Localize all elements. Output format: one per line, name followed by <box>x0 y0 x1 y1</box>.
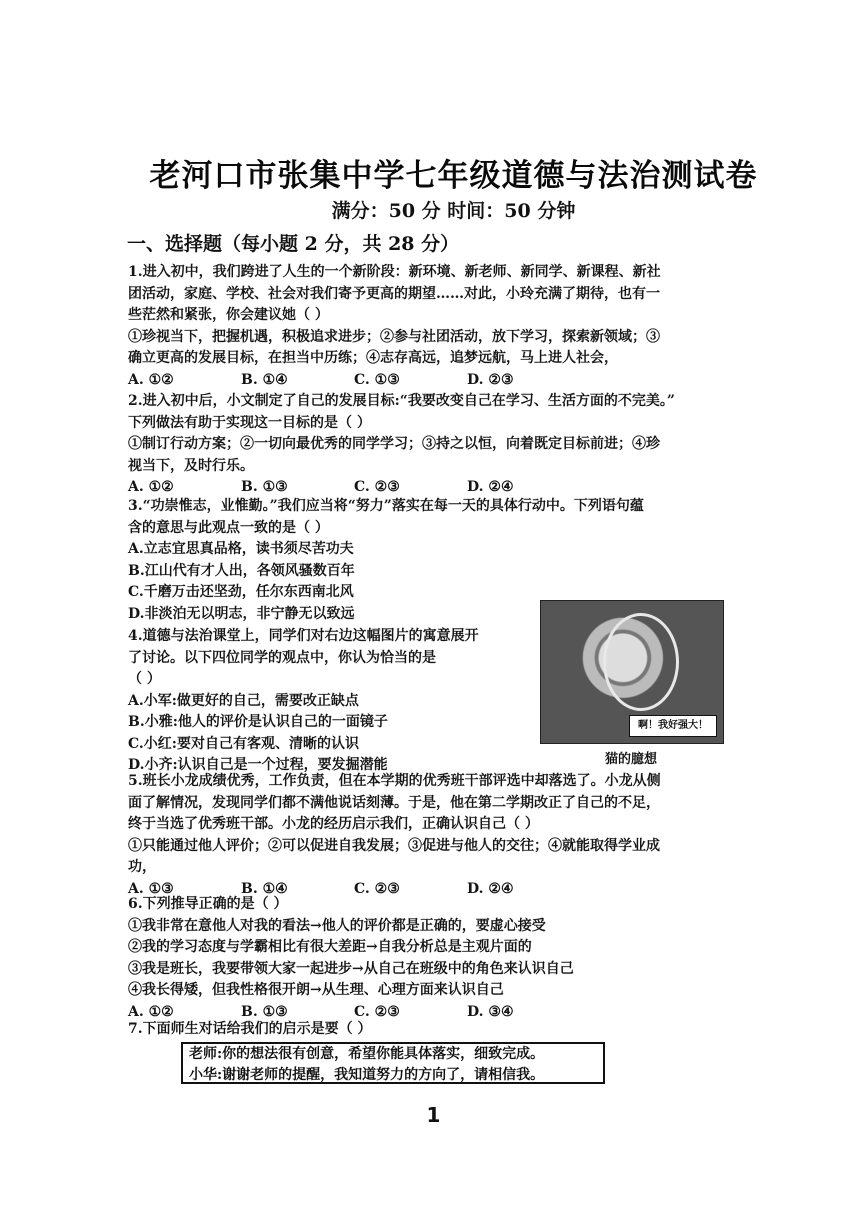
question-line: 3.“功崇惟志，业惟勤。”我们应当将“努力”落实在每一天的具体行动中。下列语句蕴 <box>128 498 644 514</box>
option-a: A. ①② <box>128 371 174 388</box>
question-line: 5.班长小龙成绩优秀，工作负责，但在本学期的优秀班干部评选中却落选了。小龙从侧 <box>128 773 661 789</box>
option-d: D. ②④ <box>467 479 514 495</box>
teacher-line: 老师:你的想法很有创意，希望你能具体落实，细致完成。 <box>189 1046 545 1062</box>
question-line: 4.道德与法治课堂上，同学们对右边这幅图片的寓意展开 <box>128 628 479 644</box>
option-b: B. ①④ <box>241 371 288 388</box>
section-heading: 一、选择题（每小题 2 分，共 28 分） <box>127 233 460 255</box>
question-6 <box>128 894 742 1023</box>
option-c: C.千磨万击还坚劲，任尔东西南北风 <box>128 584 354 600</box>
question-line: ①我非常在意他人对我的看法→他人的评价都是正确的，要虚心接受 <box>128 917 546 934</box>
question-line: ①珍视当下，把握机遇，积极追求进步；②参与社团活动，放下学习，探索新领域；③ <box>128 328 660 345</box>
question-line: ②我的学习态度与学霸相比有很大差距→自我分析总是主观片面的 <box>128 939 532 955</box>
question-line: 确立更高的发展目标，在担当中历练；④志存高远，追梦远航，马上进人社会， <box>128 350 618 366</box>
question-line: 视当下，及时行乐。 <box>128 457 254 474</box>
question-line: 团活动，家庭、学校、社会对我们寄予更高的期望……对此，小玲充满了期待，也有一 <box>128 285 660 302</box>
question-line: （ ） <box>128 671 161 687</box>
question-1 <box>128 262 742 391</box>
question-line: 功， <box>128 859 156 875</box>
option-b: B.江山代有才人出，各领风骚数百年 <box>128 562 355 579</box>
question-line: 7.下面师生对话给我们的启示是要（ ） <box>128 1021 372 1037</box>
option-d: D.非淡泊无以明志，非宁静无以致远 <box>128 605 355 622</box>
option-b: B. ①④ <box>241 880 288 897</box>
question-7 <box>128 1019 742 1041</box>
option-b: B. ①③ <box>241 479 288 495</box>
question-line: 了讨论。以下四位同学的观点中，你认为恰当的是 <box>128 649 436 666</box>
question-line: 6.下列推导正确的是（ ） <box>128 896 288 912</box>
option-a: A. ①② <box>128 1003 174 1020</box>
figure-caption: 猫的臆想 <box>604 752 657 767</box>
speech-bubble: 啊！我好强大！ <box>629 715 717 737</box>
option-b: B. ①③ <box>241 1003 288 1020</box>
student-line: 小华:谢谢老师的提醒，我知道努力的方向了，请相信我。 <box>189 1067 545 1083</box>
question-line: 下列做法有助于实现这一目标的是（ ） <box>128 414 371 431</box>
option-c: C. ②③ <box>354 880 400 897</box>
option-d: D.小齐:认识自己是一个过程，要发掘潜能 <box>128 757 388 773</box>
question-line: ④我长得矮，但我性格很开朗→从生理、心理方面来认识自己 <box>128 982 504 998</box>
question-line: ③我是班长，我要带领大家一起进步→从自己在班级中的角色来认识自己 <box>128 960 574 977</box>
option-a: A. ①② <box>128 479 174 495</box>
mirror-shape <box>603 613 679 711</box>
question-line: ①制订行动方案；②一切向最优秀的同学学习；③持之以恒，向着既定目标前进；④珍 <box>128 436 660 452</box>
question-5 <box>128 771 742 900</box>
question-line: 面了解情况，发现同学们都不满他说话刻薄。于是，他在第二学期改正了自己的不足， <box>128 794 660 811</box>
option-c: C. ②③ <box>354 1003 400 1020</box>
option-a: A. ①③ <box>128 880 174 897</box>
cat-mirror-image <box>540 600 724 744</box>
option-d: D. ③④ <box>467 1003 514 1020</box>
option-b: B.小雅:他人的评价是认识自己的一面镜子 <box>128 714 388 730</box>
option-c: C.小红:要对自己有客观、清晰的认识 <box>128 735 359 752</box>
question-2 <box>128 391 742 499</box>
option-d: D. ②③ <box>467 371 514 388</box>
question-line: 1.进入初中，我们跨进了人生的一个新阶段：新环境、新老师、新同学、新课程、新社 <box>128 264 661 280</box>
dialogue-box <box>181 1042 605 1084</box>
question-line: 含的意思与此观点一致的是（ ） <box>128 519 329 536</box>
question-4 <box>128 626 528 777</box>
question-line: 些茫然和紧张，你会建议她（ ） <box>128 307 329 323</box>
options-row <box>128 370 742 392</box>
option-a: A.立志宜思真品格，读书须尽苦功夫 <box>128 541 354 557</box>
page-number: 1 <box>426 1103 441 1127</box>
option-c: C. ②③ <box>354 479 400 495</box>
page-title: 老河口市张集中学七年级道德与法治测试卷 <box>149 158 758 194</box>
question-line: 终于当选了优秀班干部。小龙的经历启示我们，正确认识自己（ ） <box>128 816 539 832</box>
option-a: A.小军:做更好的自己，需要改正缺点 <box>128 692 359 709</box>
question-line: ①只能通过他人评价；②可以促进自我发展；③促进与他人的交往；④就能取得学业成 <box>128 837 660 854</box>
option-c: C. ①③ <box>354 371 400 388</box>
option-d: D. ②④ <box>467 880 514 897</box>
question-line: 2.进入初中后，小文制定了自己的发展目标:“我要改变自己在学习、生活方面的不完美。” <box>128 393 675 409</box>
score-time-line: 满分：50 分 时间：50 分钟 <box>331 200 576 222</box>
